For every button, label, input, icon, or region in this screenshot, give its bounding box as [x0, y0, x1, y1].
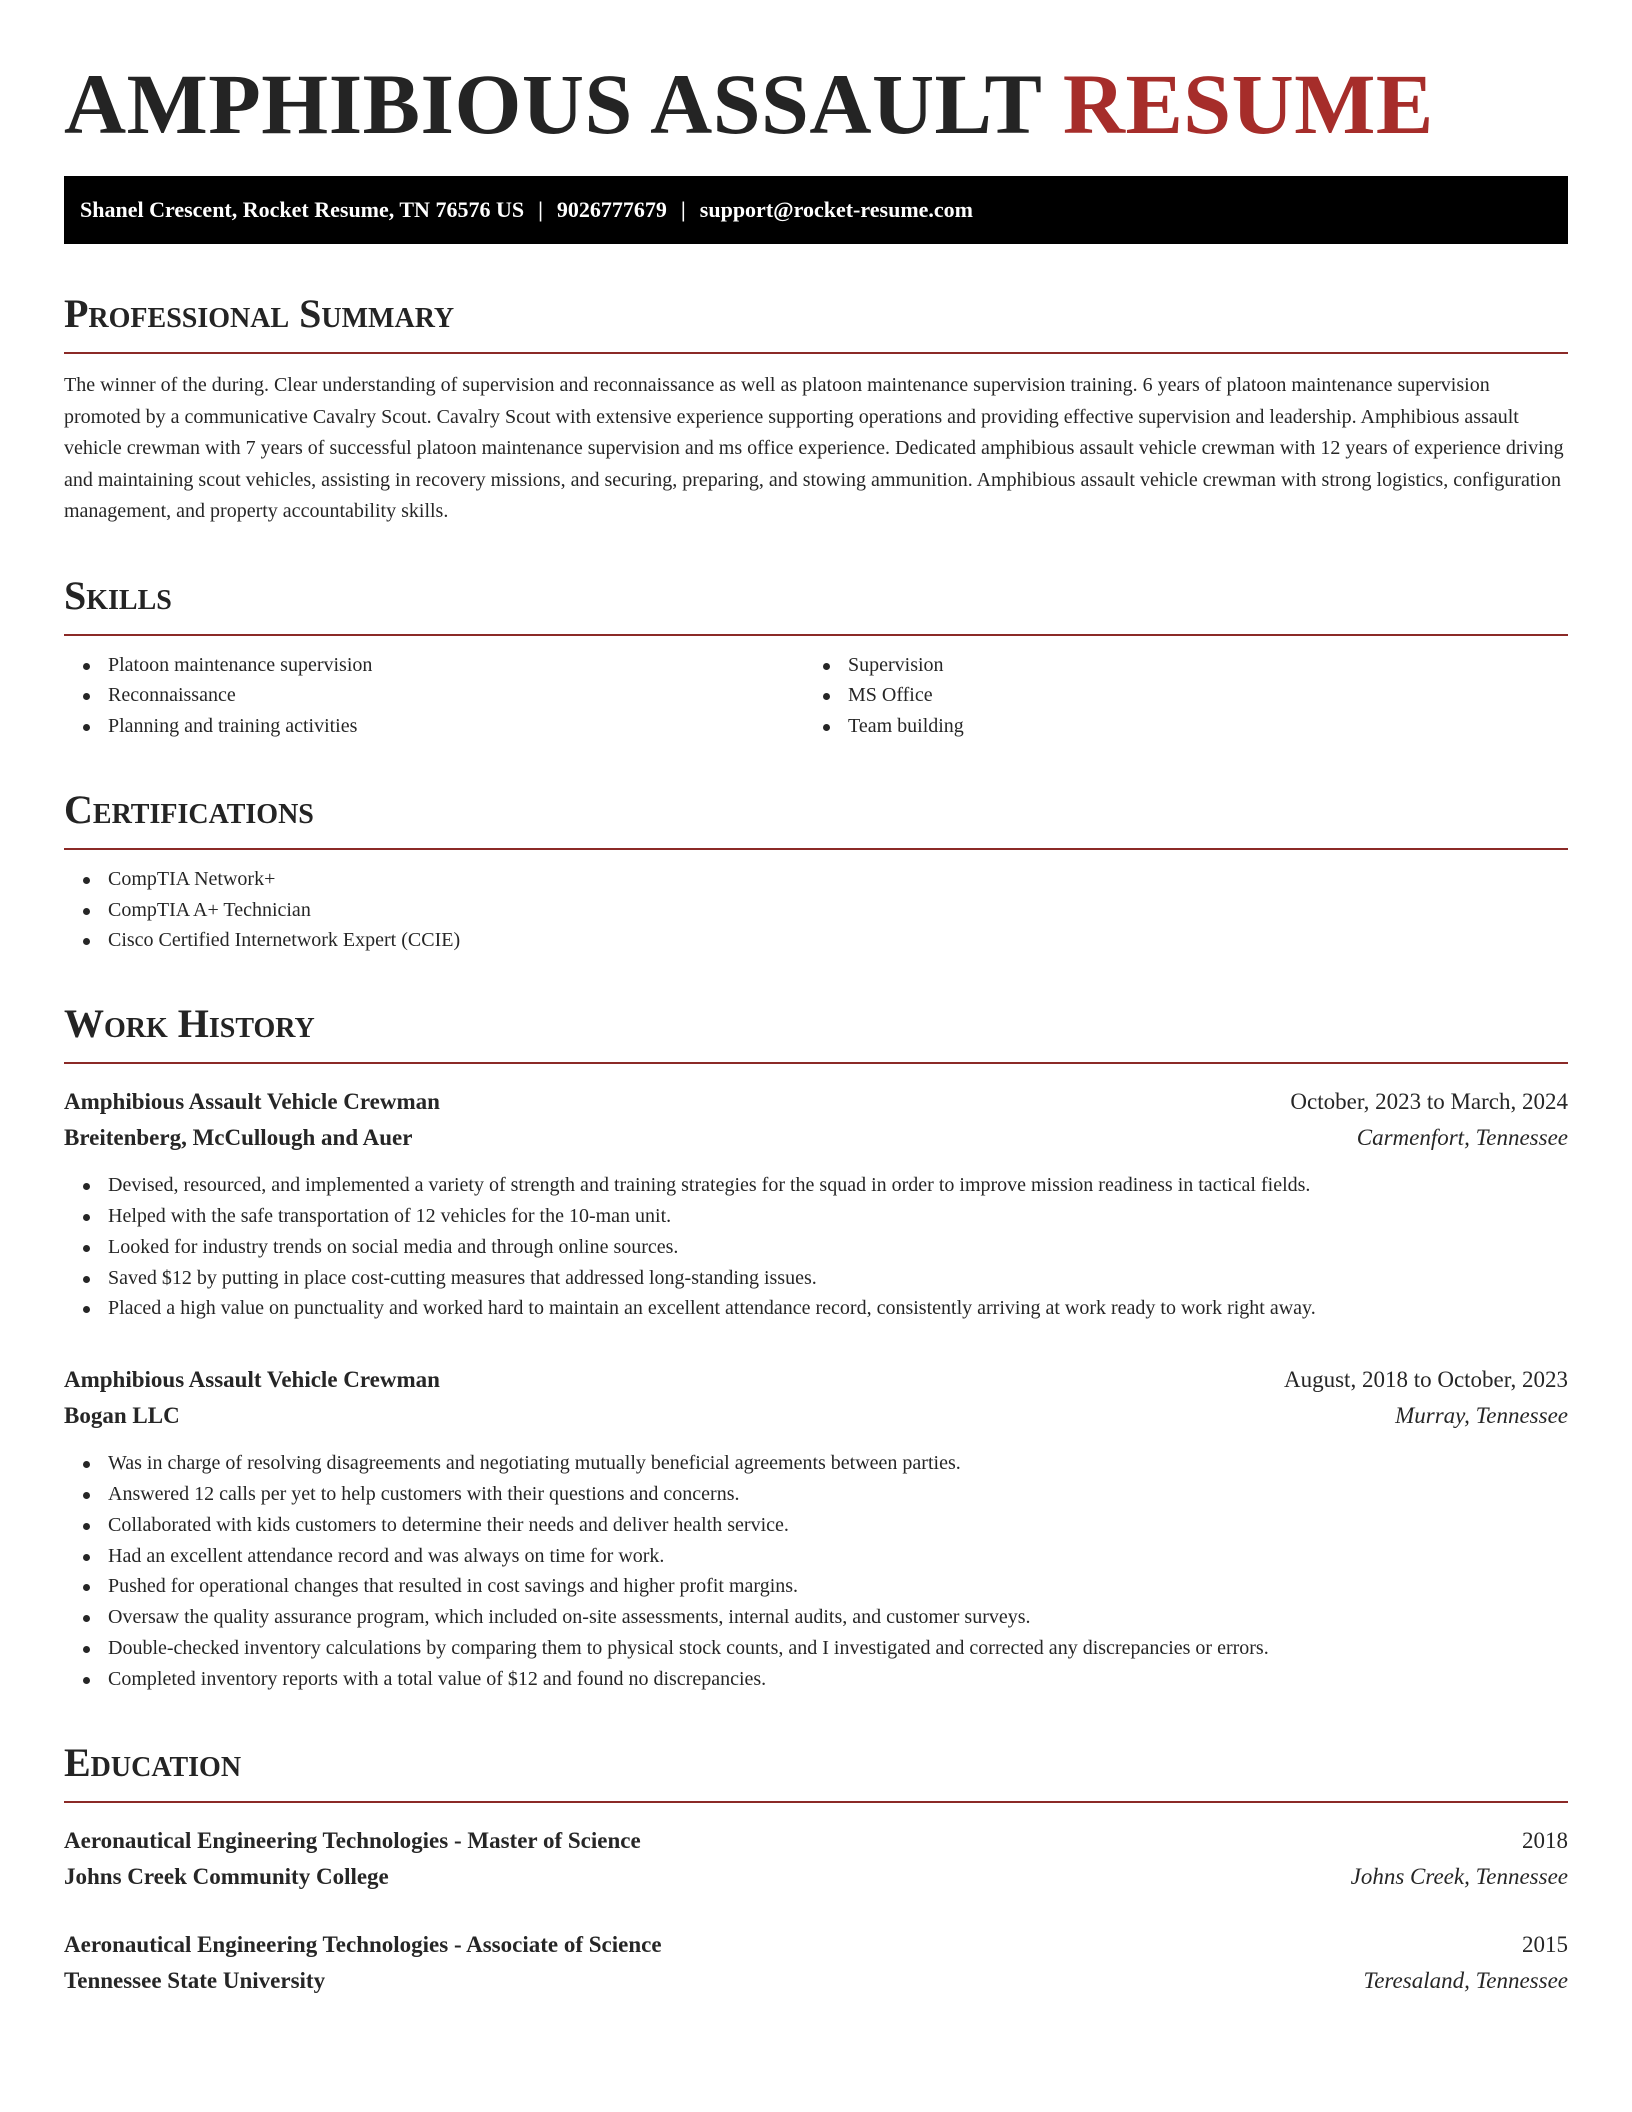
work-heading: Work History: [64, 1000, 1568, 1064]
job-title: Amphibious Assault Vehicle Crewman: [64, 1089, 440, 1115]
education-location: Johns Creek, Tennessee: [1350, 1863, 1568, 1889]
resume-title: [64, 56, 1568, 152]
job-header-row: [64, 1362, 1568, 1398]
job-company: Breitenberg, McCullough and Auer: [64, 1125, 413, 1151]
job-location: Carmenfort, Tennessee: [1356, 1125, 1568, 1151]
skill-item: Platoon maintenance supervision: [64, 650, 804, 681]
contact-address: Shanel Crescent, Rocket Resume, TN 76576 US: [80, 197, 525, 222]
job-bullet: Saved $12 by putting in place cost-cutting measures that addressed long-standing issues.: [64, 1263, 1568, 1294]
work-section: [64, 1000, 1568, 1694]
job-bullet: Was in charge of resolving disagreements and negotiating mutually beneficial agreements between parties.: [64, 1448, 1568, 1479]
skill-item: Supervision: [804, 650, 1544, 681]
education-school-row: [64, 1963, 1568, 1999]
job-bullet: Completed inventory reports with a total value of $12 and found no discrepancies.: [64, 1664, 1568, 1695]
job-bullets: [64, 1170, 1568, 1324]
title-accent: RESUME: [1062, 56, 1434, 152]
education-entry: [64, 1927, 1568, 1999]
job-bullet: Looked for industry trends on social media and through online sources.: [64, 1232, 1568, 1263]
summary-section: [64, 290, 1568, 528]
education-section: [64, 1739, 1568, 1999]
certification-item: CompTIA Network+: [64, 864, 1568, 895]
skill-item: Team building: [804, 711, 1544, 742]
contact-bar: [64, 176, 1568, 244]
education-degree: Aeronautical Engineering Technologies - Master of Science: [64, 1827, 641, 1853]
job-entry: [64, 1362, 1568, 1694]
job-bullet: Answered 12 calls per yet to help customers with their questions and concerns.: [64, 1479, 1568, 1510]
skill-item: MS Office: [804, 680, 1544, 711]
skills-list-right: [804, 650, 1544, 742]
job-entry: [64, 1084, 1568, 1324]
job-header-row: [64, 1084, 1568, 1120]
resume-page: [64, 0, 1568, 1999]
education-entry: [64, 1823, 1568, 1895]
job-bullet: Double-checked inventory calculations by comparing them to physical stock counts, and I investigated and corrected any discrepancies or errors.: [64, 1633, 1568, 1664]
summary-text: The winner of the during. Clear understanding of supervision and reconnaissance as well as platoon maintenance supervision training. 6 years of platoon maintenance supervision promoted by a communicative Cavalry Scout. Cavalry Scout with extensive experience supporting operations and providing effective supervision and leadership. Amphibious assault vehicle crewman with 7 years of successful platoon maintenance supervision and ms office experience. Dedicated amphibious assault vehicle crewman with 12 years of experience driving and maintaining scout vehicles, assisting in recovery missions, and securing, preparing, and stowing ammunition. Amphibious assault vehicle crewman with strong logistics, configuration management, and property accountability skills.: [64, 374, 1564, 522]
certifications-heading: Certifications: [64, 786, 1568, 850]
contact-phone: 9026777679: [556, 197, 667, 222]
education-school-row: [64, 1859, 1568, 1895]
job-bullet: Collaborated with kids customers to determine their needs and deliver health service.: [64, 1510, 1568, 1541]
contact-separator: |: [680, 197, 686, 222]
job-company-row: [64, 1120, 1568, 1156]
skills-heading: Skills: [64, 572, 1568, 636]
job-dates: October, 2023 to March, 2024: [1290, 1089, 1568, 1115]
education-degree-row: [64, 1927, 1568, 1963]
job-title: Amphibious Assault Vehicle Crewman: [64, 1367, 440, 1393]
title-main: AMPHIBIOUS ASSAULT: [64, 56, 1041, 152]
skill-item: Reconnaissance: [64, 680, 804, 711]
skill-item: Planning and training activities: [64, 711, 804, 742]
job-bullet: Helped with the safe transportation of 12 vehicles for the 10-man unit.: [64, 1201, 1568, 1232]
summary-heading: Professional Summary: [64, 290, 1568, 354]
education-location: Teresaland, Tennessee: [1363, 1967, 1568, 1993]
job-dates: August, 2018 to October, 2023: [1284, 1367, 1568, 1393]
education-year: 2018: [1522, 1827, 1568, 1853]
skills-section: [64, 572, 1568, 742]
certifications-section: [64, 786, 1568, 956]
education-degree: Aeronautical Engineering Technologies - Associate of Science: [64, 1931, 662, 1957]
job-location: Murray, Tennessee: [1395, 1403, 1568, 1429]
job-bullet: Placed a high value on punctuality and worked hard to maintain an excellent attendance record, consistently arriving at work ready to work right away.: [64, 1293, 1568, 1324]
job-company-row: [64, 1398, 1568, 1434]
contact-email[interactable]: support@rocket-resume.com: [699, 197, 973, 222]
education-school: Johns Creek Community College: [64, 1863, 389, 1889]
job-bullet: Had an excellent attendance record and was always on time for work.: [64, 1541, 1568, 1572]
contact-separator: |: [538, 197, 543, 222]
education-year: 2015: [1522, 1931, 1568, 1957]
job-bullet: Devised, resourced, and implemented a variety of strength and training strategies for the squad in order to improve mission readiness in tactical fields.: [64, 1170, 1568, 1201]
job-company: Bogan LLC: [64, 1403, 180, 1429]
skills-grid: [64, 650, 1568, 742]
skills-list-left: [64, 650, 804, 742]
certifications-list: [64, 864, 1568, 956]
education-school: Tennessee State University: [64, 1967, 326, 1993]
education-heading: Education: [64, 1739, 1568, 1803]
job-bullets: [64, 1448, 1568, 1694]
education-degree-row: [64, 1823, 1568, 1859]
job-bullet: Pushed for operational changes that resulted in cost savings and higher profit margins.: [64, 1571, 1568, 1602]
certification-item: Cisco Certified Internetwork Expert (CCIE): [64, 925, 1568, 956]
certification-item: CompTIA A+ Technician: [64, 895, 1568, 926]
job-bullet: Oversaw the quality assurance program, which included on-site assessments, internal audits, and customer surveys.: [64, 1602, 1568, 1633]
